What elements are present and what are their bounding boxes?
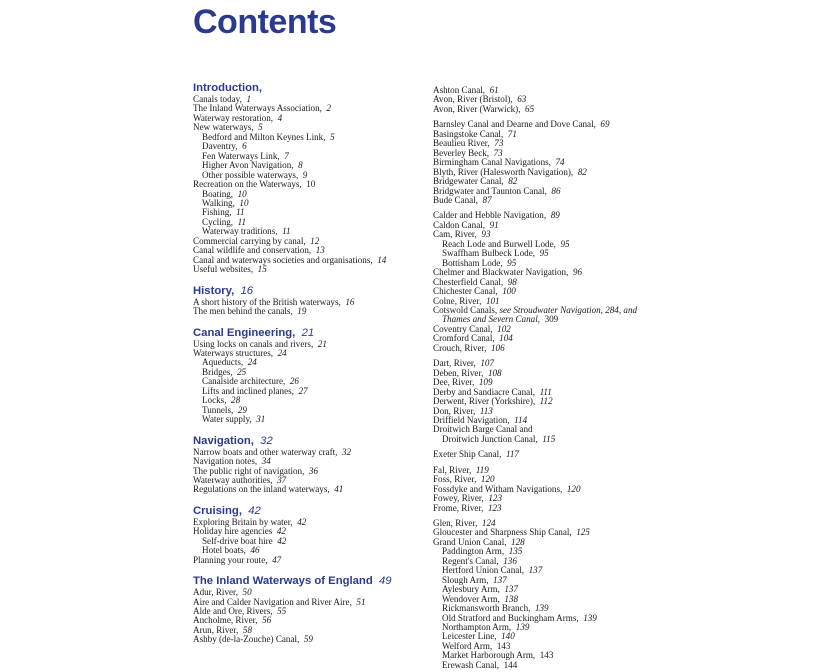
page-number: 87 bbox=[482, 194, 492, 205]
page-number: 89 bbox=[550, 210, 560, 221]
entry-title: Hertford Union Canal, bbox=[442, 565, 525, 576]
entry-title: Cam, River, bbox=[433, 229, 477, 240]
entry-title: Coventry Canal, bbox=[433, 323, 493, 334]
entry-title: Bridges, bbox=[202, 366, 233, 377]
entry-title: Waterway authorities, bbox=[193, 474, 273, 485]
entry-title: Frome, River, bbox=[433, 502, 484, 513]
page-number: 124 bbox=[481, 518, 496, 529]
page-number: 1 bbox=[246, 94, 252, 104]
entry-title: Reach Lode and Burwell Lode, bbox=[442, 238, 556, 249]
spacer bbox=[193, 495, 433, 505]
page-number: 143 bbox=[496, 640, 511, 651]
entry-title: Arun, River, bbox=[193, 624, 239, 635]
page-number: 42 bbox=[276, 526, 286, 537]
toc-entry[interactable] bbox=[433, 105, 693, 114]
entry-title: Canal wildlife and conservation, bbox=[193, 245, 312, 256]
entry-title: Blyth, River (Halesworth Navigation), bbox=[433, 166, 574, 177]
page-number: 111 bbox=[539, 386, 552, 397]
page-number: 46 bbox=[250, 545, 260, 556]
page-number: 135 bbox=[508, 546, 523, 557]
page-number: 59 bbox=[303, 634, 313, 645]
page-number: 63 bbox=[517, 94, 527, 105]
entry-title: Waterway restoration, bbox=[193, 112, 274, 123]
page-number: 137 bbox=[493, 574, 507, 585]
entry-title: Market Harborough Arm, bbox=[442, 650, 536, 661]
entry-title: Derwent, River (Yorkshire), bbox=[433, 396, 536, 407]
page-number: 19 bbox=[297, 306, 307, 317]
entry-title: Dart, River, bbox=[433, 358, 476, 369]
page-number: 117 bbox=[506, 449, 519, 460]
entry-title: Recreation on the Waterways, bbox=[193, 179, 302, 190]
contents-column-right bbox=[433, 86, 693, 670]
entry-title: Deben, River, bbox=[433, 367, 484, 378]
page-number: 119 bbox=[475, 464, 489, 475]
page-number: 95 bbox=[539, 248, 549, 259]
entry-title: Alde and Ore, Rivers, bbox=[193, 606, 273, 617]
spacer bbox=[193, 565, 433, 575]
entry-title: Slough Arm, bbox=[442, 574, 489, 585]
entry-title: Bedford and Milton Keynes Link, bbox=[202, 131, 326, 142]
entry-title: Waterway traditions, bbox=[202, 226, 278, 237]
page-number: 104 bbox=[499, 333, 513, 344]
page-number: 107 bbox=[480, 358, 495, 369]
entry-title: Lifts and inclined planes, bbox=[202, 385, 294, 396]
page-number: 32 bbox=[341, 446, 352, 457]
entry-title: Don, River, bbox=[433, 405, 476, 416]
page-number: 95 bbox=[507, 257, 517, 268]
entry-title: Swaffham Bulbeck Lode, bbox=[442, 248, 536, 259]
page-number: 140 bbox=[501, 631, 515, 642]
entry-title: Foss, River, bbox=[433, 474, 477, 485]
page-number: 137 bbox=[504, 584, 518, 595]
entry-title: Canal Engineering, bbox=[193, 326, 296, 339]
entry-title: Northampton Arm, bbox=[442, 622, 512, 633]
entry-title: Regulations on the inland waterways, bbox=[193, 484, 330, 495]
entry-title: Ashton Canal, bbox=[433, 85, 486, 95]
entry-title: Derby and Sandiacre Canal, bbox=[433, 386, 536, 397]
page-number: 10 bbox=[237, 188, 247, 199]
entry-title: Dee, River, bbox=[433, 377, 475, 388]
entry-title: Using locks on canals and rivers, bbox=[193, 338, 314, 349]
page-number: 95 bbox=[560, 238, 570, 249]
entry-title: Other possible waterways, bbox=[202, 169, 299, 180]
page-number: 42 bbox=[248, 504, 261, 517]
page-number: 32 bbox=[260, 434, 273, 447]
entry-title: Hotel boats, bbox=[202, 545, 246, 556]
entry-title: Basingstoke Canal, bbox=[433, 128, 504, 139]
entry-title: New waterways, bbox=[193, 122, 254, 133]
page-number: 71 bbox=[507, 128, 517, 139]
entry-title: Ashby (de-la-Zouche) Canal, bbox=[193, 634, 300, 645]
page-number: 16 bbox=[240, 284, 254, 297]
entry-title: Gloucester and Sharpness Ship Canal, bbox=[433, 527, 572, 538]
entry-title: The Inland Waterways Association, bbox=[193, 103, 322, 114]
page-number: 100 bbox=[502, 286, 516, 297]
page-number: 28 bbox=[231, 395, 241, 406]
page-number: 37 bbox=[277, 474, 287, 485]
page-number: 42 bbox=[297, 516, 307, 527]
page-number: 91 bbox=[489, 219, 499, 230]
toc-entry[interactable] bbox=[193, 265, 433, 274]
page-number: 136 bbox=[503, 555, 517, 566]
entry-title: Waterways structures, bbox=[193, 347, 274, 358]
entry-title: Fossdyke and Witham Navigations, bbox=[433, 483, 563, 494]
page-number: 41 bbox=[334, 484, 344, 495]
page-number: 8 bbox=[298, 160, 303, 171]
toc-entry[interactable] bbox=[193, 485, 433, 494]
spacer bbox=[193, 317, 433, 327]
entry-title: Glen, River, bbox=[433, 518, 478, 529]
entry-title: Paddington Arm, bbox=[442, 546, 505, 557]
entry-title: Cotswold Canals, bbox=[433, 304, 498, 315]
entry-title: Bude Canal, bbox=[433, 194, 478, 205]
page-number: 128 bbox=[511, 536, 525, 547]
entry-title: Exploring Britain by water, bbox=[193, 516, 293, 527]
page-number: 113 bbox=[479, 405, 493, 416]
entry-title: Ancholme, River, bbox=[193, 615, 258, 626]
entry-title: Caldon Canal, bbox=[433, 219, 486, 230]
entry-title: Higher Avon Navigation, bbox=[202, 160, 294, 171]
entry-title: Calder and Hebble Navigation, bbox=[433, 210, 547, 221]
entry-title: Exeter Ship Canal, bbox=[433, 449, 502, 460]
entry-title: The Inland Waterways of England bbox=[193, 575, 373, 588]
spacer bbox=[193, 275, 433, 285]
entry-title: Beverley Beck, bbox=[433, 147, 490, 158]
page-number: 11 bbox=[236, 207, 245, 218]
page-number: 139 bbox=[534, 603, 549, 614]
page-number: 102 bbox=[497, 323, 511, 334]
page-number: 108 bbox=[487, 367, 502, 378]
entry-title: The men behind the canals, bbox=[193, 306, 293, 317]
entry-title: Introduction, bbox=[193, 82, 263, 94]
toc-entry[interactable] bbox=[433, 344, 693, 353]
entry-title: Wendover Arm, bbox=[442, 593, 500, 604]
entry-title: Cromford Canal, bbox=[433, 333, 495, 344]
entry-title: Grand Union Canal, bbox=[433, 536, 507, 547]
page-number: 36 bbox=[308, 465, 319, 476]
page-title: Contents bbox=[193, 3, 337, 41]
page-number: 24 bbox=[277, 347, 287, 358]
entry-title: Colne, River, bbox=[433, 295, 482, 306]
entry-title: Navigation, bbox=[193, 434, 254, 447]
page-number: 69 bbox=[600, 119, 610, 130]
toc-entry[interactable] bbox=[193, 415, 433, 424]
toc-entry[interactable] bbox=[433, 504, 693, 513]
page-number: 98 bbox=[507, 276, 517, 287]
page-number: 82 bbox=[577, 166, 587, 177]
page-number: 11 bbox=[237, 216, 247, 227]
entry-title: Welford Arm, bbox=[442, 640, 493, 651]
page-number: 6 bbox=[242, 141, 247, 152]
entry-title: Chesterfield Canal, bbox=[433, 276, 504, 287]
page-number: 106 bbox=[490, 342, 505, 353]
entry-cross-reference: see Stroudwater Navigation, 284, and bbox=[499, 304, 638, 315]
entry-title: Fowey, River, bbox=[433, 493, 484, 504]
page-number: 309 bbox=[544, 314, 559, 325]
page-number: 143 bbox=[539, 650, 554, 661]
entry-title: Tunnels, bbox=[202, 404, 234, 415]
entry-title: Droitwich Barge Canal and bbox=[433, 424, 533, 435]
entry-title: Self-drive boat hire bbox=[202, 535, 273, 546]
page-number: 96 bbox=[572, 267, 582, 278]
entry-title: Crouch, River, bbox=[433, 342, 487, 353]
entry-title: Aire and Calder Navigation and River Aire, bbox=[193, 596, 352, 607]
page-number: 125 bbox=[576, 527, 590, 538]
entry-title: Beaulieu River, bbox=[433, 138, 490, 149]
entry-title: Adur, River, bbox=[193, 587, 238, 598]
page-number: 10 bbox=[306, 179, 316, 190]
entry-title: Bridgwater and Taunton Canal, bbox=[433, 185, 547, 196]
page-number: 144 bbox=[503, 659, 518, 670]
entry-title: Commercial carrying by canal, bbox=[193, 235, 306, 246]
entry-cross-reference: Thames and Severn Canal, bbox=[442, 314, 541, 325]
page-number: 21 bbox=[317, 338, 327, 349]
page-number: 47 bbox=[272, 554, 282, 565]
page-number: 51 bbox=[356, 596, 366, 607]
page-number: 139 bbox=[515, 622, 530, 633]
entry-title: Walking, bbox=[202, 197, 235, 208]
page-number: 5 bbox=[258, 122, 263, 133]
entry-title: Droitwich Junction Canal, bbox=[442, 433, 538, 444]
page-number: 139 bbox=[583, 612, 597, 623]
page-number: 73 bbox=[493, 147, 503, 158]
page-number: 2 bbox=[326, 103, 331, 114]
page-number: 25 bbox=[237, 366, 247, 377]
entry-title: Useful websites, bbox=[193, 264, 254, 275]
entry-title: Water supply, bbox=[202, 414, 252, 425]
page-number: 93 bbox=[481, 229, 491, 240]
page-number: 101 bbox=[485, 295, 500, 306]
page-number: 29 bbox=[237, 404, 247, 415]
entry-title: Cruising, bbox=[193, 504, 242, 517]
toc-entry[interactable] bbox=[433, 435, 693, 444]
page-number: 82 bbox=[508, 176, 518, 187]
page-number: 11 bbox=[282, 226, 291, 237]
page-number: 137 bbox=[528, 565, 543, 576]
page-number: 50 bbox=[242, 587, 252, 598]
entry-title: The public right of navigation, bbox=[193, 465, 305, 476]
entry-title: Aylesbury Arm, bbox=[442, 584, 500, 595]
entry-title: Avon, River (Warwick), bbox=[433, 103, 521, 114]
entry-title: Fishing, bbox=[202, 207, 232, 218]
page-number: 109 bbox=[478, 377, 493, 388]
spacer bbox=[193, 425, 433, 435]
page-number: 24 bbox=[247, 357, 257, 368]
entry-title: A short history of the British waterways, bbox=[193, 296, 341, 307]
page-number: 114 bbox=[514, 414, 528, 425]
page-number: 26 bbox=[289, 376, 299, 387]
entry-title: Leicester Line, bbox=[442, 631, 497, 642]
page-number: 123 bbox=[488, 493, 503, 504]
entry-title: Chichester Canal, bbox=[433, 286, 498, 297]
entry-title: History, bbox=[193, 284, 235, 297]
entry-title: Canal and waterways societies and organisations, bbox=[193, 254, 373, 265]
toc-entry[interactable] bbox=[193, 635, 433, 644]
entry-title: Bridgewater Canal, bbox=[433, 176, 504, 187]
entry-title: Fal, River, bbox=[433, 464, 472, 475]
page-number: 31 bbox=[256, 414, 266, 425]
toc-entry[interactable] bbox=[193, 307, 433, 316]
page-number: 55 bbox=[277, 606, 287, 617]
page-number: 74 bbox=[555, 157, 565, 168]
entry-title: Birmingham Canal Navigations, bbox=[433, 157, 551, 168]
entry-title: Old Stratford and Buckingham Arms, bbox=[442, 612, 579, 623]
page-number: 58 bbox=[242, 624, 252, 635]
entry-title: Erewash Canal, bbox=[442, 659, 500, 670]
page-number: 34 bbox=[261, 456, 271, 467]
page-number: 120 bbox=[566, 483, 581, 494]
page-number: 10 bbox=[239, 197, 249, 208]
entry-title: Fen Waterways Link, bbox=[202, 150, 280, 161]
page-number: 7 bbox=[284, 150, 289, 161]
page-number: 12 bbox=[310, 235, 320, 246]
toc-entry[interactable] bbox=[433, 450, 693, 459]
page-number: 14 bbox=[377, 254, 387, 265]
page-number: 123 bbox=[487, 502, 502, 513]
page-number: 65 bbox=[525, 103, 535, 114]
page-number: 112 bbox=[539, 396, 553, 407]
entry-title: Holiday hire agencies bbox=[193, 526, 273, 537]
entry-title: Locks, bbox=[202, 395, 227, 406]
contents-column-left bbox=[193, 82, 433, 645]
page-number: 120 bbox=[480, 474, 495, 485]
entry-title: Barnsley Canal and Dearne and Dove Canal, bbox=[433, 119, 596, 130]
entry-title: Canalside architecture, bbox=[202, 376, 286, 387]
page-number: 9 bbox=[302, 169, 308, 180]
entry-title: Regent's Canal, bbox=[442, 555, 499, 566]
page-number: 15 bbox=[257, 264, 267, 275]
page-number: 21 bbox=[301, 326, 315, 339]
entry-title: Avon, River (Bristol), bbox=[433, 94, 513, 105]
entry-title: Bottisham Lode, bbox=[442, 257, 503, 268]
page-number: 56 bbox=[262, 615, 272, 626]
entry-title: Navigation notes, bbox=[193, 456, 258, 467]
entry-title: Rickmansworth Branch, bbox=[442, 603, 531, 614]
page-number: 61 bbox=[489, 85, 499, 95]
entry-title: Narrow boats and other waterway craft, bbox=[193, 446, 338, 457]
page-number: 73 bbox=[494, 138, 504, 149]
page-number: 42 bbox=[277, 535, 287, 546]
page-number: 27 bbox=[298, 385, 308, 396]
entry-title: Cycling, bbox=[202, 216, 234, 227]
entry-title: Aqueducts, bbox=[202, 357, 244, 368]
page-number: 5 bbox=[330, 131, 335, 142]
entry-title: Driffield Navigation, bbox=[433, 414, 510, 425]
page-number: 115 bbox=[542, 433, 556, 444]
entry-title: Chelmer and Blackwater Navigation, bbox=[433, 267, 569, 278]
page-number: 86 bbox=[551, 185, 561, 196]
toc-entry[interactable] bbox=[193, 556, 433, 565]
entry-title: Planning your route, bbox=[193, 554, 268, 565]
toc-entry[interactable] bbox=[433, 196, 693, 205]
page-number: 138 bbox=[504, 593, 519, 604]
toc-entry[interactable] bbox=[433, 661, 693, 670]
entry-title: Boating, bbox=[202, 188, 234, 199]
entry-title: Canals today, bbox=[193, 94, 242, 104]
page-number: 13 bbox=[315, 245, 325, 256]
page-number: 49 bbox=[379, 575, 392, 588]
page-number: 16 bbox=[345, 296, 355, 307]
entry-title: Daventry, bbox=[202, 141, 238, 152]
page-number: 4 bbox=[277, 112, 283, 123]
